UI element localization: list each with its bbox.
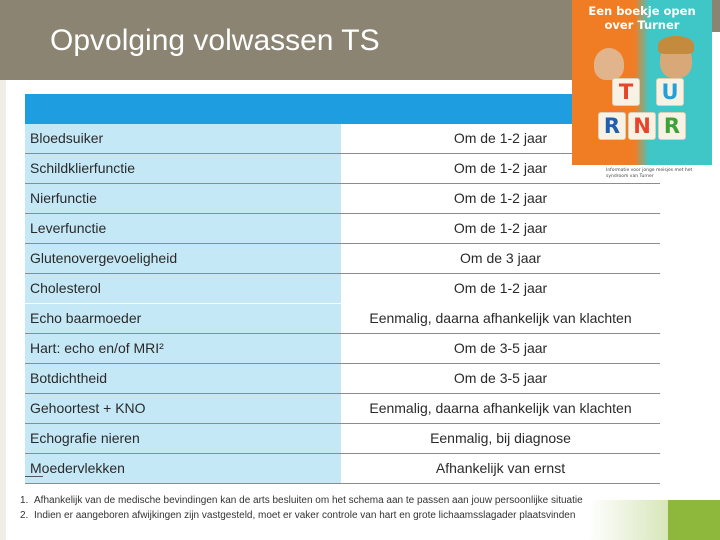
girl-hair-right [658, 36, 694, 54]
footnote-2 [20, 510, 575, 521]
slide-title: Opvolging volwassen TS [50, 24, 380, 57]
frequency-cell: Om de 1-2 jaar [453, 160, 548, 176]
footnote-text: Indien er aangeboren afwijkingen zijn vastgesteld, moet er vaker controle van hart en grote lichaamsslagader plaatsvinden [34, 510, 576, 521]
frequency-cell: Om de 1-2 jaar [453, 280, 548, 296]
footnote-number: 2. [20, 510, 29, 521]
table-row [25, 274, 660, 303]
frequency-cell: Om de 1-2 jaar [453, 220, 548, 236]
test-cell: Gehoortest + KNO [25, 394, 341, 423]
frequency-cell: Om de 3-5 jaar [453, 370, 548, 386]
book-cover-image [572, 0, 712, 182]
table-row [25, 124, 660, 154]
letter-block-t: T [612, 78, 640, 106]
test-cell: Leverfunctie [25, 214, 341, 243]
book-title-line-2: over Turner [604, 18, 680, 32]
test-cell: Glutenovergevoeligheid [25, 244, 341, 273]
frequency-cell: Eenmalig, daarna afhankelijk van klachten [369, 400, 632, 416]
book-title [572, 4, 712, 32]
frequency-cell: Om de 3 jaar [460, 250, 541, 266]
test-cell: Schildklierfunctie [25, 154, 341, 183]
footnote-number: 1. [20, 495, 29, 506]
table-row [25, 214, 660, 244]
footnote-text: Afhankelijk van de medische bevindingen kan de arts besluiten om het schema aan te passen aan jouw persoonlijke situatie [34, 495, 583, 506]
letter-block-r-2: R [658, 112, 686, 140]
test-cell: Botdichtheid [25, 364, 341, 393]
book-caption: Informatie voor jonge meisjes met het syndroom van Turner [606, 168, 693, 179]
green-corner-fade [588, 500, 668, 540]
letter-block-n: N [628, 112, 656, 140]
test-cell: Bloedsuiker [25, 124, 341, 153]
test-cell: Hart: echo en/of MRI² [25, 334, 341, 363]
table-header [25, 94, 660, 124]
girl-figure-left [594, 48, 624, 80]
table-row [25, 244, 660, 274]
left-edge-accent [0, 80, 6, 540]
table-row [25, 304, 660, 334]
table-row [25, 364, 660, 394]
book-title-line-1: Een boekje open [588, 4, 696, 18]
frequency-cell: Om de 1-2 jaar [453, 190, 548, 206]
green-corner-accent [668, 500, 720, 540]
table-row [25, 424, 660, 454]
title-bar [0, 0, 572, 80]
test-cell: Moedervlekken [25, 454, 341, 483]
top-right-accent [712, 0, 720, 32]
table-row [25, 154, 660, 184]
test-cell: Nierfunctie [25, 184, 341, 213]
test-cell: Echo baarmoeder [25, 304, 341, 333]
frequency-cell: Afhankelijk van ernst [435, 460, 566, 476]
footnote-1 [20, 495, 583, 506]
letter-block-u: U [656, 78, 684, 106]
book-cover-background [572, 0, 712, 165]
test-cell: Cholesterol [25, 274, 341, 303]
frequency-cell: Om de 1-2 jaar [453, 130, 548, 146]
table-row [25, 454, 660, 484]
table-row [25, 184, 660, 214]
letter-block-r: R [598, 112, 626, 140]
table-row [25, 334, 660, 364]
footnote-divider [25, 476, 43, 477]
table-row [25, 394, 660, 424]
frequency-cell: Eenmalig, bij diagnose [430, 430, 571, 446]
test-cell: Echografie nieren [25, 424, 341, 453]
frequency-cell: Om de 3-5 jaar [453, 340, 548, 356]
frequency-cell: Eenmalig, daarna afhankelijk van klachten [369, 310, 632, 326]
